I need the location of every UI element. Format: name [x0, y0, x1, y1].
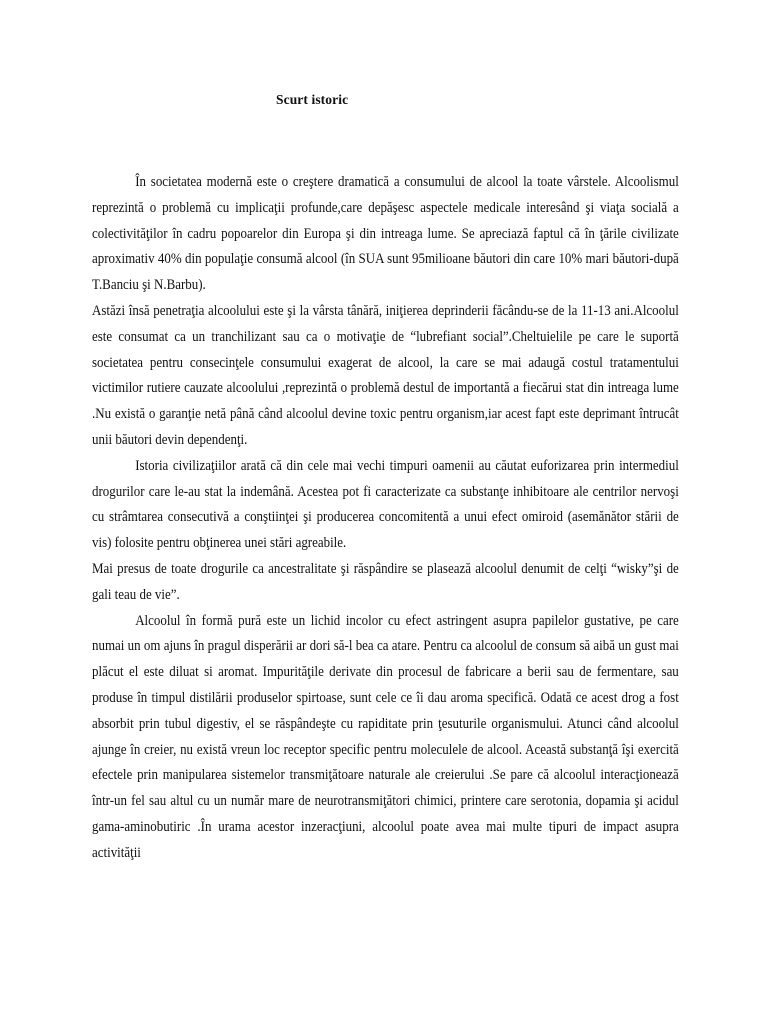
paragraph-2: Astăzi însă penetraţia alcoolului este şi la vârsta tânără, iniţierea deprinderii făcându-se de la 11-13 ani.Alcoolul este consumat ca un tranchilizant sau ca o motivaţie de “lubrefiant social”.Cheltuielile pe care le suportă societatea pentru consecinţele consumului exagerat de alcool, la care se mai adaugă costul tratamentului victimilor rutiere cauzate alcoolului ,reprezintă o problemă destul de importantă a fiecărui stat din intreaga lume .Nu există o garanţie netă până când alcoolul devine toxic pentru organism,iar acest fapt este deprimant întrucât unii băutori devin dependenţi.: [92, 302, 679, 448]
paragraph-5: Alcoolul în formă pură este un lichid incolor cu efect astringent asupra papilelor gustative, pe care numai un om ajuns în pragul disperării ar dori să-l bea ca atare. Pentru ca alcoolul de consum să aibă un gust mai plăcut el este diluat si aromat. Impurităţile derivate din procesul de fabricare a berii sau de fermentare, sau produse în timpul distilării produselor spirtoase, sunt cele ce îi dau aroma specifică. Odată ce acest drog a fost absorbit prin tubul digestiv, el se răspândeşte cu rapiditate prin ţesuturile organismului. Atunci când alcoolul ajunge în creier, nu există vreun loc receptor specific pentru moleculele de alcool. Această substanţă îşi exercită efectele prin manipularea sistemelor transmiţătoare naturale ale creierului .Se pare că alcoolul interacţionează într-un fel sau altul cu un număr mare de neurotransmiţători chimici, printere care serotonia, dopamia şi acidul gama-aminobutiric .În urama acestor inzeracţiuni, alcoolul poate avea mai multe tipuri de impact asupra activităţii: [92, 612, 679, 861]
paragraph-4: Mai presus de toate drogurile ca ancestralitate şi răspândire se plasează alcoolul denumit de celţi “wisky”şi de gali teau de vie”.: [92, 560, 679, 603]
paragraph-3: Istoria civilizaţiilor arată că din cele mai vechi timpuri oamenii au căutat euforizarea prin intermediul drogurilor care le-au stat la indemână. Acestea pot fi caracterizate ca substanţe inhibitoare ale centrilor nervoşi cu strâmtarea consecutivă a conştiinţei şi producerea concomitentă a unui efect omiroid (asemănător stării de vis) folosite pentru obţinerea unei stări agreabile.: [92, 457, 679, 552]
document-title: Scurt istoric: [276, 92, 349, 107]
document-body: [92, 170, 679, 867]
paragraph-1: În societatea modernă este o creştere dramatică a consumului de alcool la toate vârstele. Alcoolismul reprezintă o problemă cu implicaţii profunde,care depăşesc aspectele medicale interesând şi viaţa socială a colectivităţilor în cadru popoarelor din Europa şi din intreaga lume. Se apreciază faptul că în ţările civilizate aproximativ 40% din populaţie consumă alcool (în SUA sunt 95milioane băutori din care 10% mari băutori-după T.Banciu şi N.Barbu).: [92, 174, 679, 294]
